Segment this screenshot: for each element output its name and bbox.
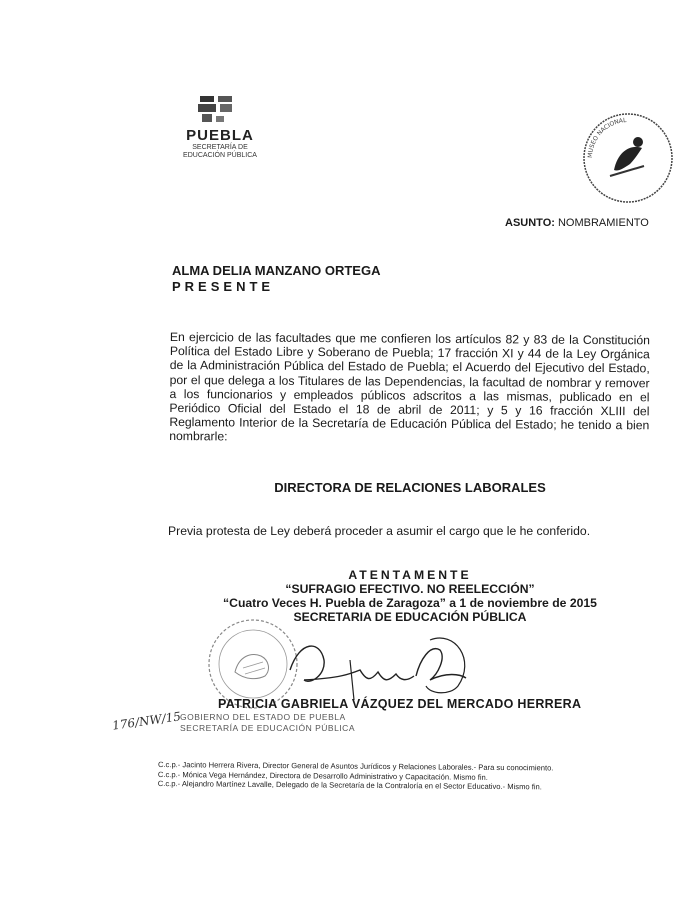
- copy-line: C.c.p.- Mónica Vega Hernández, Directora de Desarrollo Administrativo y Capacitación. Mismo fin.: [157, 769, 488, 782]
- puebla-logo: [175, 128, 265, 159]
- government-stamp: [180, 712, 355, 734]
- gov-stamp-line2: SECRETARÍA DE EDUCACIÓN PÚBLICA: [180, 723, 355, 733]
- closing-motto: “SUFRAGIO EFECTIVO. NO REELECCIÓN”: [285, 582, 535, 596]
- logo-subtitle-2: EDUCACIÓN PÚBLICA: [183, 152, 257, 159]
- subject-value: NOMBRAMIENTO: [557, 217, 649, 229]
- puebla-logo-mark: [196, 94, 240, 128]
- recipient-name: ALMA DELIA MANZANO ORTEGA: [172, 263, 381, 278]
- appointed-position: DIRECTORA DE RELACIONES LABORALES: [274, 480, 546, 495]
- closing-atentamente: ATENTAMENTE: [348, 568, 472, 582]
- subject-label: ASUNTO:: [505, 217, 555, 229]
- signer-name: PATRICIA GABRIELA VÁZQUEZ DEL MERCADO HERRERA: [218, 697, 582, 711]
- recipient-greeting: PRESENTE: [172, 279, 275, 294]
- oath-sentence: Previa protesta de Ley deberá proceder a asumir el cargo que le he conferido.: [168, 524, 591, 538]
- body-paragraph: En ejercicio de las facultades que me confieren los artículos 82 y 83 de la Constitución Política del Estado Libre y Soberano de Puebla; 17 fracción XI y 44 de la Ley Orgánica de la Administración Pública del Estado de Puebla; el Acuerdo del Ejecutivo del Estado, por el que delega a los Titulares de las Dependencias, la facultad de nombrar y remover a los funcionarios y empleados públicos adscritos a las mismas, publicado en el Periódico Oficial del Estado el 18 de abril de 2011; y 5 y 16 fracción XLIII del Reglamento Interior de la Secretaría de Educación Pública del Estado; he tenido a bien nombrarle:: [169, 330, 650, 444]
- subject-line: [505, 217, 649, 229]
- closing-institution: SECRETARIA DE EDUCACIÓN PÚBLICA: [293, 610, 527, 624]
- logo-name: PUEBLA: [186, 127, 254, 144]
- handwritten-reference: 176/NW/15: [111, 709, 182, 733]
- seal-ring-text: MUSEO NACIONAL: [586, 116, 627, 159]
- copy-line: C.c.p.- Jacinto Herrera Rivera, Director General de Asuntos Jurídicos y Relaciones Laborales.- Para su conocimiento.: [157, 760, 554, 773]
- copies-list: [158, 760, 554, 792]
- copy-line: C.c.p.- Alejandro Martínez Lavalle, Delegado de la Secretaría de la Contraloría en el Sector Educativo.- Mismo fin.: [157, 779, 542, 792]
- gov-stamp-line1: GOBIERNO DEL ESTADO DE PUEBLA: [180, 712, 346, 722]
- svg-text:MUSEO NACIONAL: [587, 117, 628, 158]
- recipient-block: [172, 263, 380, 295]
- closing-place-date: “Cuatro Veces H. Puebla de Zaragoza” a 1 de noviembre de 2015: [223, 596, 597, 610]
- museum-seal-icon: [580, 110, 676, 206]
- logo-subtitle-1: SECRETARÍA DE: [192, 144, 248, 151]
